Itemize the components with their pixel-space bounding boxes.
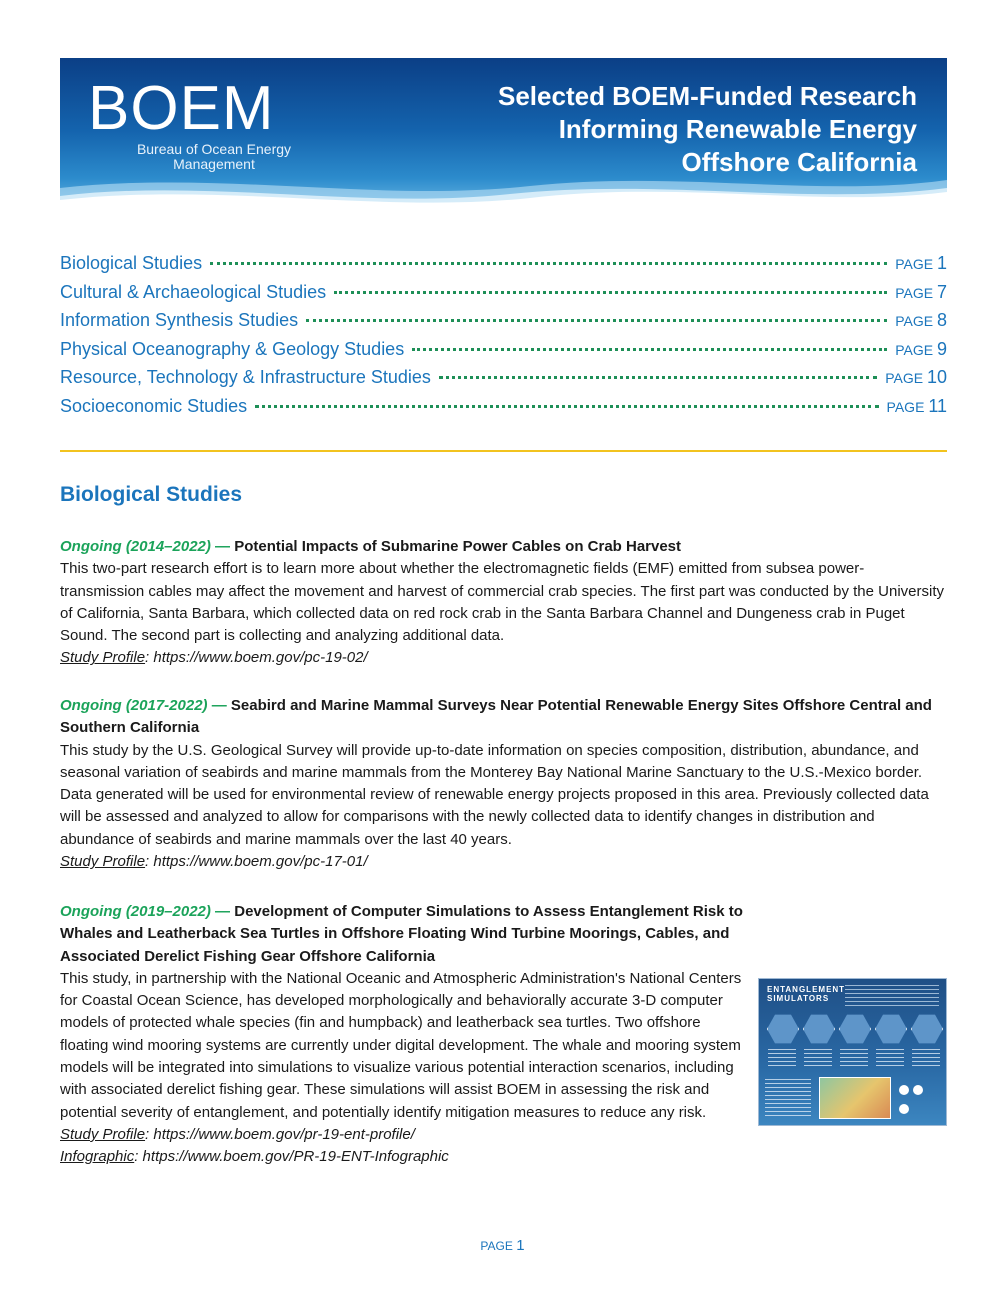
logo-subtitle [114, 142, 314, 172]
toc-label[interactable]: Biological Studies [60, 253, 203, 273]
infographic-text-lines [876, 1049, 904, 1069]
page-footer [0, 1237, 1005, 1254]
gear-hex-icon [911, 1013, 943, 1045]
toc-item-cultural[interactable] [60, 282, 947, 311]
toc-page-ref[interactable]: PAGE 8 [895, 310, 947, 331]
study-entry-crab-harvest [60, 536, 947, 670]
study-heading [60, 695, 947, 740]
toc-leader-dots [306, 319, 887, 322]
title-line1: Selected BOEM-Funded Research [498, 81, 917, 111]
title-line3: Offshore California [681, 147, 917, 177]
toc-item-information[interactable] [60, 310, 947, 339]
logo-wordmark: BOEM [88, 74, 275, 143]
toc-leader-dots [210, 262, 887, 265]
study-status: Ongoing (2019–2022) [60, 903, 211, 920]
logo-subtitle-line1: Bureau of Ocean Energy [136, 141, 292, 157]
footer-page-number: 1 [516, 1237, 525, 1254]
whale-hex-icon [803, 1013, 835, 1045]
infographic-blurb [845, 985, 939, 1007]
toc-label[interactable]: Resource, Technology & Infrastructure Studies [60, 367, 431, 388]
status-dash: — [210, 903, 235, 920]
study-title: Potential Impacts of Submarine Power Cables on Crab Harvest [234, 538, 682, 555]
toc-item-physical[interactable] [60, 339, 947, 368]
status-dash: — [210, 538, 235, 555]
infographic-title: ENTANGLEMENT SIMULATORS [767, 985, 846, 1003]
whale-hex-icon [767, 1013, 799, 1045]
infographic-text-lines [804, 1049, 832, 1069]
toc-page-ref[interactable]: PAGE 11 [886, 395, 947, 416]
section-divider [60, 450, 947, 452]
toc-item-resource[interactable] [60, 367, 947, 396]
toc-label[interactable]: Information Synthesis Studies [60, 310, 299, 331]
toc-page-ref[interactable]: PAGE 9 [895, 338, 947, 359]
header-banner [60, 58, 947, 218]
footer-page-word: PAGE [480, 1239, 513, 1253]
infographic-link[interactable]: Infographic: https://www.boem.gov/PR-19-ENT-Infographic [60, 1148, 449, 1166]
study-title: Seabird and Marine Mammal Surveys Near Potential Renewable Energy Sites Offshore Central and Southern California [60, 697, 932, 737]
toc-leader-dots [334, 291, 887, 294]
infographic-text-lines [768, 1049, 796, 1069]
study-title: Development of Computer Simulations to Assess Entanglement Risk to Whales and Leatherback Sea Turtles in Offshore Floating Wind Turbine Moorings, Cables, and Associated Derelict Fishing Gear Offshore California [60, 903, 743, 965]
noaa-logo-icon [899, 1085, 909, 1095]
toc-label[interactable]: Cultural & Archaeological Studies [60, 281, 327, 302]
document-title [437, 80, 917, 179]
infographic-sidebar-text [765, 1079, 811, 1117]
study-description: This two-part research effort is to learn more about whether the electromagnetic fields (EMF) emitted from subsea power-transmission cables may affect the movement and harvest of commercial crab species. The first part was conducted by the University of California, Santa Barbara, which collected data on red rock crab in the Santa Barbara Channel and Dungeness crab in Puget Sound. The second part is collecting and analyzing additional data. [60, 560, 944, 645]
study-entry-seabird-surveys [60, 695, 947, 873]
study-status: Ongoing (2014–2022) [60, 538, 211, 555]
toc-label[interactable]: Physical Oceanography & Geology Studies [60, 338, 405, 359]
study-description: This study by the U.S. Geological Survey will provide up-to-date information on species composition, distribution, abundance, and seasonal variation of seabirds and marine mammals from the Monterey Bay National Marine Sanctuary to the U.S.-Mexico border. Data generated will be used for environmental review of renewable energy projects proposed in this area. Previously collected data will be assessed and analyzed to allow for comparisons with the newly collected data to identify changes in distribution and abundance of seabirds and marine mammals over the last 40 years. [60, 741, 929, 848]
toc-page-ref[interactable]: PAGE 1 [895, 253, 947, 273]
entanglement-infographic-thumbnail[interactable] [758, 978, 947, 1126]
toc-leader-dots [255, 405, 878, 408]
section-heading: Biological Studies [60, 483, 243, 506]
study-profile-link[interactable]: Study Profile: https://www.boem.gov/pc-17-01/ [60, 853, 368, 871]
boem-logo [88, 76, 338, 176]
status-dash: — [207, 697, 231, 714]
toc-page-ref[interactable]: PAGE 10 [885, 367, 947, 388]
toc-item-socioeconomic[interactable] [60, 396, 947, 425]
turtle-hex-icon [839, 1013, 871, 1045]
table-of-contents [60, 253, 947, 425]
boem-logo-icon [913, 1085, 923, 1095]
study-status: Ongoing (2017-2022) [60, 697, 208, 714]
infographic-text-lines [840, 1049, 868, 1069]
title-line2: Informing Renewable Energy [558, 114, 917, 144]
logo-subtitle-line2: Management [173, 156, 255, 172]
study-profile-link[interactable]: Study Profile: https://www.boem.gov/pc-19-02/ [60, 649, 368, 667]
toc-page-ref[interactable]: PAGE 7 [895, 281, 947, 302]
study-heading [60, 536, 947, 558]
infographic-map-image [819, 1077, 891, 1119]
toc-label[interactable]: Socioeconomic Studies [60, 395, 248, 416]
toc-item-biological[interactable] [60, 253, 947, 282]
infographic-text-lines [912, 1049, 940, 1069]
study-profile-link[interactable]: Study Profile: https://www.boem.gov/pr-19-ent-profile/ [60, 1125, 415, 1143]
toc-leader-dots [439, 376, 877, 379]
study-heading [60, 901, 750, 968]
agency-seal-icon [899, 1104, 909, 1114]
toc-leader-dots [412, 348, 887, 351]
mooring-hex-icon [875, 1013, 907, 1045]
agency-logos [897, 1083, 937, 1113]
study-description: This study, in partnership with the National Oceanic and Atmospheric Administration's National Centers for Coastal Ocean Science, has developed morphologically and behaviorally accurate 3-D computer models of protected whale species (fin and humpback) and leatherback sea turtles. Two offshore floating wind mooring systems are currently under digital development. The whale and mooring system models will be integrated into simulations to visualize various potential interaction scenarios, including with associated derelict fishing gear. These simulations will assist BOEM in assessing the risk and potential severity of entanglement, and potentially identify mitigation measures to reduce any risk. [60, 969, 742, 1121]
